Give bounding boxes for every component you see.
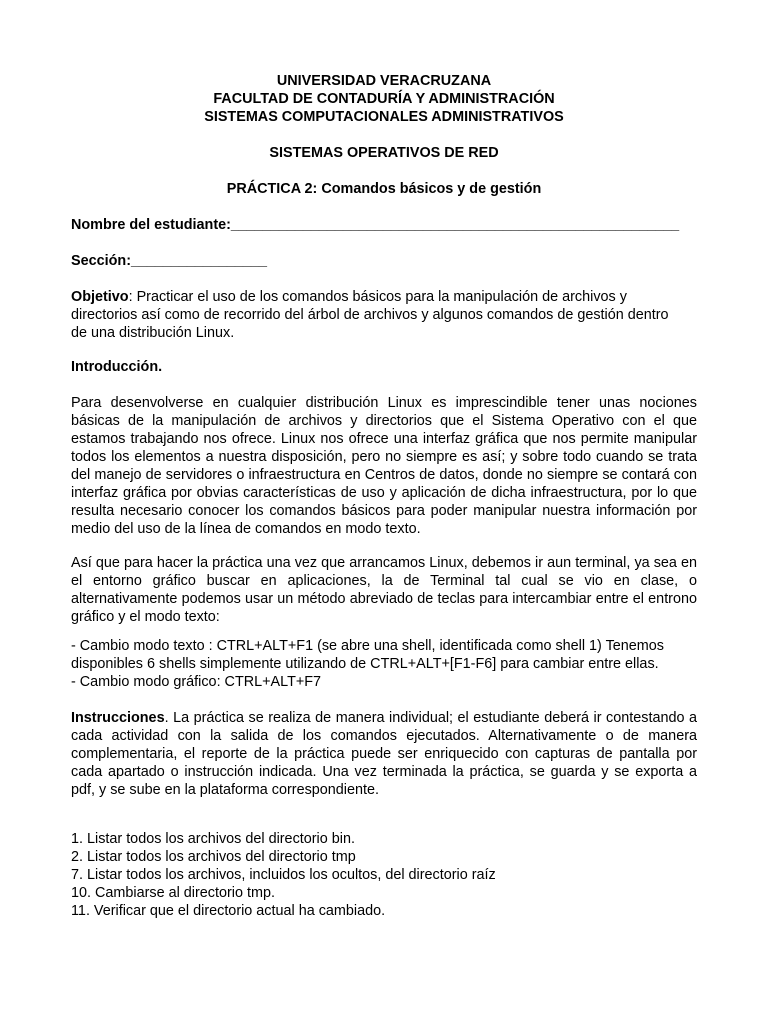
program-title: SISTEMAS COMPUTACIONALES ADMINISTRATIVOS bbox=[204, 109, 564, 125]
student-name-line: ________________________________________________________ bbox=[230, 217, 680, 233]
student-name-field bbox=[71, 216, 711, 234]
list-item: 1. Listar todos los archivos del directorio bin. bbox=[71, 831, 355, 847]
instructions-text: . La práctica se realiza de manera individual; el estudiante deberá ir contestando a cada actividad con la salida de los comandos ejecutados. Alternativamente o de manera complementaria, el reporte de la práctica puede ser enriquecido con capturas de pantalla por cada apartado o instrucción indicada. Una vez terminada la práctica, se guarda y se exporta a pdf, y se sube en la plataforma correspondiente. bbox=[71, 710, 697, 798]
key-shortcuts bbox=[71, 637, 697, 691]
instructions-paragraph bbox=[71, 709, 697, 799]
objective-text: : Practicar el uso de los comandos básicos para la manipulación de archivos y directorios así como de recorrido del árbol de archivos y algunos comandos de gestión dentro de una distribución Linux. bbox=[71, 289, 669, 341]
section-line: _________________ bbox=[130, 253, 268, 269]
list-item: 7. Listar todos los archivos, incluidos los ocultos, del directorio raíz bbox=[71, 867, 496, 883]
objective-paragraph bbox=[71, 288, 671, 342]
student-name-label: Nombre del estudiante: bbox=[71, 217, 231, 233]
university-title: UNIVERSIDAD VERACRUZANA bbox=[276, 73, 492, 89]
practice-title: PRÁCTICA 2: Comandos básicos y de gestión bbox=[226, 181, 542, 197]
instructions-label: Instrucciones bbox=[71, 710, 165, 726]
list-item: 11. Verificar que el directorio actual ha cambiado. bbox=[71, 903, 386, 919]
document-header bbox=[0, 72, 768, 126]
intro-heading: Introducción. bbox=[71, 359, 163, 375]
intro-paragraph-2: Así que para hacer la práctica una vez que arrancamos Linux, debemos ir aun terminal, ya sea en el entorno gráfico buscar en aplicaciones, la de Terminal tal cual se vio en clase, o alternativamente podemos usar un método abreviado de teclas para intercambiar entre el entrono gráfico y el modo texto: bbox=[71, 555, 697, 625]
objective-label: Objetivo bbox=[71, 289, 129, 305]
list-item: 10. Cambiarse al directorio tmp. bbox=[71, 885, 275, 901]
section-field bbox=[71, 252, 697, 270]
section-label: Sección: bbox=[71, 253, 131, 269]
list-item: 2. Listar todos los archivos del directorio tmp bbox=[71, 849, 356, 865]
faculty-title: FACULTAD DE CONTADURÍA Y ADMINISTRACIÓN bbox=[213, 91, 555, 107]
task-list bbox=[71, 830, 697, 920]
course-title: SISTEMAS OPERATIVOS DE RED bbox=[269, 145, 499, 161]
intro-paragraph-1: Para desenvolverse en cualquier distribución Linux es imprescindible tener unas nociones básicas de la manipulación de archivos y directorios que el Sistema Operativo con el que estamos trabajando nos ofrece. Linux nos ofrece una interfaz gráfica que nos permite manipular todos los elementos a nuestra disposición, pero no siempre es así; y sobre todo cuando se trata del manejo de servidores o infraestructura en Centros de datos, donde no siempre se contará con interfaz gráfica por obvias características de uso y aplicación de dicha infraestructura, por lo que resulta necesario conocer los comandos básicos para poder manipular nuestra información por medio del uso de la línea de comandos en modo texto. bbox=[71, 395, 697, 537]
text-mode-shortcut: - Cambio modo texto : CTRL+ALT+F1 (se abre una shell, identificada como shell 1) Tenemos disponibles 6 shells simplemente utilizando de CTRL+ALT+[F1-F6] para cambiar entre ellas. bbox=[71, 638, 664, 672]
graphic-mode-shortcut: - Cambio modo gráfico: CTRL+ALT+F7 bbox=[71, 674, 322, 690]
